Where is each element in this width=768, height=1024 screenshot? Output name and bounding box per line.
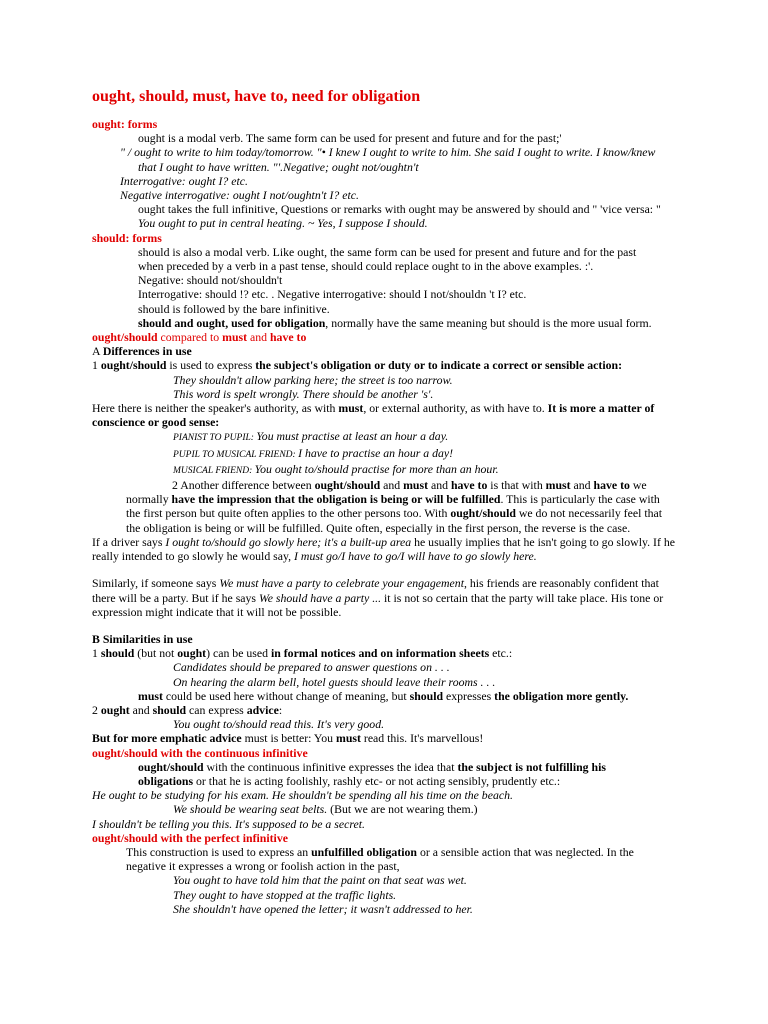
text-run: Here there is neither the speaker's authority, as with bbox=[92, 401, 339, 416]
text-run: must bbox=[545, 478, 571, 493]
text-run: ought bbox=[100, 702, 130, 717]
text-run: and bbox=[247, 330, 270, 345]
text-run: , or external authority, as with have to. bbox=[363, 401, 548, 416]
paragraph bbox=[92, 817, 712, 831]
text-run: You ought to put in central heating. ~ Yes, I suppose I should. bbox=[138, 216, 428, 231]
text-run: ought is a modal verb. The same form can be used for present and future and for the past;' bbox=[138, 131, 562, 146]
text-run: They shouldn't allow parking here; the street is too narrow. bbox=[173, 372, 453, 387]
paragraph bbox=[92, 330, 712, 344]
text-run: ) can be used bbox=[206, 646, 271, 661]
text-run: and bbox=[428, 478, 451, 493]
text-run: ought/should bbox=[138, 759, 204, 774]
text-run: must bbox=[336, 731, 361, 746]
text-run: must is better: You bbox=[241, 731, 337, 746]
text-run: must bbox=[222, 330, 248, 345]
text-run: ought takes the full infinitive, Questions or remarks with ought may be answered by should and " 'vice versa: " bbox=[138, 202, 661, 217]
text-run: ought/should bbox=[314, 478, 381, 493]
text-run: If a driver says bbox=[92, 534, 166, 549]
text-run: They ought to have stopped at the traffic lights. bbox=[173, 887, 397, 902]
paragraph bbox=[138, 287, 738, 301]
text-run: Similarly, if someone says bbox=[92, 576, 220, 591]
text-run: We should be wearing seat belts. bbox=[173, 802, 328, 817]
paragraph bbox=[173, 888, 733, 902]
text-run: should is followed by the bare infinitive. bbox=[138, 301, 330, 316]
text-run: should bbox=[152, 702, 187, 717]
text-run: I ought to/should go slowly here; it's a built-up area bbox=[165, 534, 412, 549]
paragraph bbox=[92, 576, 682, 619]
text-run: You must practise at least an hour a day. bbox=[256, 429, 449, 444]
text-run: On hearing the alarm bell, hotel guests should leave their rooms . . . bbox=[173, 674, 496, 689]
paragraph bbox=[126, 478, 676, 535]
text-run: must bbox=[138, 688, 163, 703]
paragraph bbox=[173, 660, 733, 674]
text-run: Interrogative: should !? etc. . Negative interrogative: should I not/shouldn 't I? etc. bbox=[138, 287, 527, 302]
paragraph bbox=[92, 788, 712, 802]
text-run: B Similarities in use bbox=[92, 631, 193, 646]
text-run: compared to bbox=[157, 330, 223, 345]
text-run: he usually implies that he isn't going to go slowly. If he really intended to go slowly he would say, bbox=[92, 534, 675, 564]
text-run: and bbox=[380, 478, 404, 493]
text-run: in formal notices and on information sheets bbox=[270, 646, 490, 661]
paragraph bbox=[138, 245, 638, 288]
text-run: the subject is not fulfilling his obligations bbox=[138, 759, 606, 788]
text-run: we do not necessarily feel that the obligation is being or will be fulfilled. Quite often, especially in the first person, the reverse is the case. bbox=[126, 506, 663, 535]
paragraph bbox=[173, 446, 733, 462]
text-run: , his friends are reasonably confident that there will be a party. But if he says bbox=[92, 576, 659, 605]
text-run: and bbox=[129, 702, 153, 717]
text-run: with the continuous infinitive expresses the idea that bbox=[203, 759, 458, 774]
text-run: or a sensible action that was neglected. In the negative it expresses a wrong or foolish action in the past, bbox=[126, 844, 634, 874]
text-run: expresses bbox=[443, 688, 495, 703]
text-run: It is more a matter of conscience or good sense: bbox=[92, 401, 655, 430]
text-run: unfulfilled obligation bbox=[311, 844, 417, 859]
text-run: have the impression that the obligation is being or will be fulfilled bbox=[171, 492, 501, 507]
text-run: PIANIST TO PUPIL: bbox=[173, 433, 257, 444]
text-run: etc.: bbox=[489, 646, 513, 661]
text-run: I must go/I have to go/I will have to go slowly here. bbox=[294, 549, 537, 564]
text-run: 2 Another difference between bbox=[172, 478, 315, 493]
paragraph bbox=[92, 831, 712, 845]
text-run: . This is particularly the case with the first person but quite often applies to the other persons too. With bbox=[126, 492, 660, 521]
paragraph bbox=[92, 117, 712, 131]
text-run: could be used here without change of meaning, but bbox=[162, 688, 410, 703]
text-run: PUPIL TO MUSICAL FRIEND: bbox=[173, 449, 299, 460]
paragraph bbox=[173, 873, 733, 887]
text-run: I have to practise an hour a day! bbox=[298, 445, 454, 460]
text-run: have to bbox=[450, 478, 488, 493]
text-run: Interrogative: ought I? etc. bbox=[120, 173, 248, 188]
text-run: Negative interrogative: ought I not/oughtn't I? etc. bbox=[120, 188, 359, 203]
text-run: She shouldn't have opened the letter; it wasn't addressed to her. bbox=[173, 901, 473, 916]
text-run: advice bbox=[246, 702, 279, 717]
text-run: A bbox=[92, 344, 103, 359]
paragraph bbox=[120, 188, 720, 202]
paragraph bbox=[173, 462, 733, 478]
paragraph bbox=[120, 145, 660, 173]
text-run: ought bbox=[177, 646, 207, 661]
text-run: ought/should bbox=[100, 358, 167, 373]
text-run: , normally have the same meaning but should is the more usual form. bbox=[325, 315, 652, 330]
text-run: But for more emphatic advice bbox=[92, 731, 242, 746]
text-run: must bbox=[403, 478, 429, 493]
text-run: the subject's obligation or duty or to indicate a correct or sensible action: bbox=[255, 358, 623, 373]
text-run: " / ought to write to him today/tomorrow. "• I knew I ought to write to him. She said I ought to write. I know/knew that I ought to have written. "'.Negative; ought not/oughtn't bbox=[120, 145, 656, 174]
text-run: He ought to be studying for his exam. He shouldn't be spending all his time on the beach. bbox=[92, 788, 513, 803]
paragraph bbox=[126, 845, 671, 873]
text-run: have to bbox=[269, 330, 307, 345]
text-run: should bbox=[409, 688, 444, 703]
text-run: (but not bbox=[134, 646, 178, 661]
paragraph bbox=[138, 689, 728, 703]
text-run: We should have a party ... bbox=[258, 590, 382, 605]
paragraph bbox=[138, 316, 678, 330]
text-run: This construction is used to express an bbox=[126, 844, 312, 859]
text-run: can express bbox=[186, 702, 247, 717]
text-run: (But we are not wearing them.) bbox=[327, 802, 478, 817]
text-run: is that with bbox=[487, 478, 546, 493]
text-run: You ought to/should read this. It's very good. bbox=[173, 717, 385, 732]
paragraph bbox=[138, 302, 738, 316]
text-run: should bbox=[100, 646, 135, 661]
text-run: read this. It's marvellous! bbox=[360, 731, 484, 746]
text-run: You ought to/should practise for more than an hour. bbox=[254, 461, 499, 476]
paragraph bbox=[173, 802, 733, 816]
text-run: Candidates should be prepared to answer questions on . . . bbox=[173, 660, 450, 675]
paragraph bbox=[92, 358, 712, 372]
text-run: : bbox=[278, 702, 283, 717]
text-run: ought: forms bbox=[92, 117, 158, 131]
text-run: must bbox=[338, 401, 364, 416]
text-run: 2 bbox=[92, 702, 101, 717]
paragraph bbox=[92, 746, 712, 760]
paragraph bbox=[92, 646, 712, 660]
paragraph bbox=[173, 675, 733, 689]
text-run: I shouldn't be telling you this. It's supposed to be a secret. bbox=[92, 816, 365, 831]
text-run: ought/should bbox=[92, 330, 158, 345]
paragraph bbox=[138, 760, 658, 788]
paragraph bbox=[92, 632, 712, 646]
text-run: ought/should with the continuous infinitive bbox=[92, 745, 308, 760]
text-run: 1 bbox=[92, 358, 101, 373]
text-run: 1 bbox=[92, 646, 101, 661]
paragraph bbox=[173, 429, 733, 445]
text-run: Differences in use bbox=[102, 344, 192, 359]
text-run: ought/should with the perfect infinitive bbox=[92, 830, 288, 845]
paragraph bbox=[173, 902, 733, 916]
document-body bbox=[0, 117, 768, 916]
text-run: MUSICAL FRIEND: bbox=[173, 465, 255, 476]
text-run: should and ought, used for obligation bbox=[138, 315, 326, 330]
paragraph bbox=[138, 202, 678, 230]
paragraph bbox=[92, 231, 712, 245]
paragraph bbox=[92, 401, 662, 429]
text-run: This word is spelt wrongly. There should be another 's'. bbox=[173, 386, 434, 401]
paragraph bbox=[92, 535, 682, 563]
paragraph bbox=[92, 731, 712, 745]
text-run: is used to express bbox=[166, 358, 256, 373]
paragraph bbox=[173, 387, 733, 401]
paragraph bbox=[173, 717, 733, 731]
text-run: or that he is acting foolishly, rashly etc- or not acting sensibly, prudently etc.: bbox=[193, 773, 561, 788]
text-run: should: forms bbox=[92, 230, 162, 245]
paragraph bbox=[92, 344, 712, 358]
text-run: the obligation more gently. bbox=[494, 688, 629, 703]
paragraph bbox=[120, 174, 720, 188]
page-title: ought, should, must, have to, need for obligation bbox=[92, 88, 421, 105]
paragraph bbox=[138, 131, 728, 145]
text-run: we normally bbox=[126, 478, 647, 507]
paragraph bbox=[173, 373, 733, 387]
text-run: have to bbox=[593, 478, 630, 493]
text-run: it is not so certain that the party will take place. His tone or expression might indicate that it will not be possible. bbox=[92, 590, 664, 619]
paragraph bbox=[92, 703, 712, 717]
text-run: and bbox=[570, 478, 594, 493]
text-run: We must have a party to celebrate your engagement bbox=[219, 576, 464, 591]
text-run: You ought to have told him that the paint on that seat was wet. bbox=[173, 873, 467, 888]
text-run: ought/should bbox=[450, 506, 516, 521]
text-run: should is also a modal verb. Like ought, the same form can be used for present and future and for the past when preceded by a verb in a past tense, should could replace ought to in the above examples. :'. Negative: should not/shouldn't bbox=[138, 244, 637, 288]
